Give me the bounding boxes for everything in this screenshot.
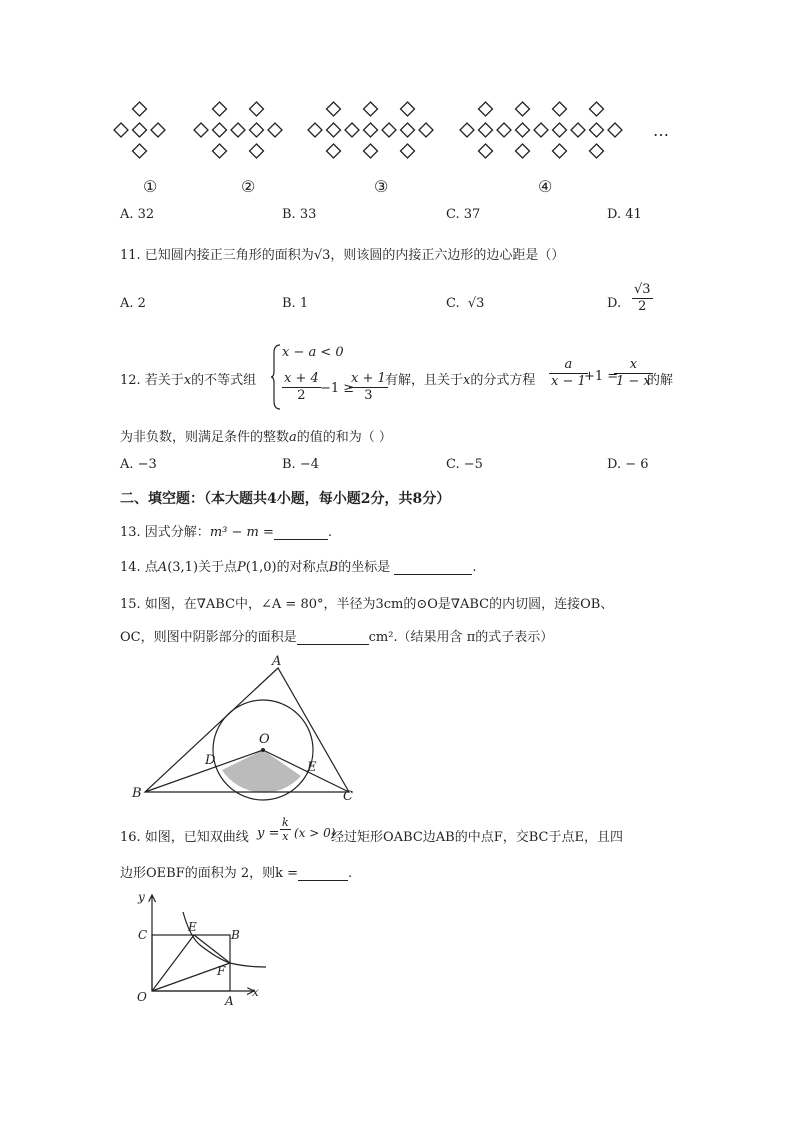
q14-point-a: A [157, 560, 168, 575]
q11-option-d-prefix: D. [607, 296, 622, 311]
q11-sqrt: √3 [313, 248, 331, 263]
pattern-1-diamond [114, 123, 128, 137]
q14-point-b: B [328, 560, 339, 575]
pattern-4-diamond [460, 123, 474, 137]
q14-point-p: P [237, 560, 246, 575]
q16-hyperbola-figure [128, 887, 278, 1012]
q12-eq-n2: x [614, 357, 653, 374]
q12-var-x: x [183, 373, 192, 388]
q12-var-a: a [289, 430, 297, 445]
label-a: A [272, 654, 282, 669]
pattern-4-diamond [479, 144, 493, 158]
pattern-4-diamond [571, 123, 585, 137]
q16-line2-a: 边形OEBF的面积为 2，则k = [120, 866, 299, 881]
label-o: O [137, 990, 147, 1004]
segment-oe [152, 935, 194, 991]
label-e: E [307, 760, 317, 775]
pattern-3-diamond [364, 102, 378, 116]
q12-eq-d2: 1 − x [616, 374, 651, 389]
pattern-1-diamond [133, 123, 147, 137]
pattern-4-diamond [479, 123, 493, 137]
q12-prefix [120, 369, 256, 388]
q16-line2 [120, 862, 352, 881]
pattern-3-diamond [327, 102, 341, 116]
q15-answer-blank[interactable] [297, 644, 369, 645]
pattern-3-diamond [401, 144, 415, 158]
shaded-sector [222, 750, 301, 793]
segment-ef [194, 935, 230, 963]
pattern-3-diamond [327, 144, 341, 158]
pattern-3-diamond [401, 102, 415, 116]
pattern-label-2: ② [241, 177, 256, 196]
q13-end: . [327, 525, 333, 540]
label-b: B [231, 928, 240, 942]
pattern-2-diamond [268, 123, 282, 137]
q16-x-den: x [282, 830, 289, 843]
q12-brace [270, 343, 282, 411]
q12-eq-n1: a [549, 357, 588, 374]
q10-option-d: D. 41 [607, 207, 642, 222]
q14-question [120, 556, 477, 575]
q14-text-c: 的对称点 [276, 560, 329, 575]
q12-line2-tail: 的值的和为（ ） [296, 430, 392, 445]
q11-option-c [446, 296, 484, 311]
pattern-label-1: ① [143, 177, 158, 196]
q13-answer-blank[interactable] [274, 539, 328, 540]
q12-option-d: D. − 6 [607, 457, 649, 472]
pattern-3-diamond [419, 123, 433, 137]
q14-coord-p: (1,0) [245, 560, 277, 575]
pattern-3-diamond [401, 123, 415, 137]
q11-option-a: A. 2 [120, 296, 146, 311]
pattern-4-diamond [497, 123, 511, 137]
q12-eq-mid: +1 = [584, 369, 619, 384]
q12-ineq2-n1: x + 4 [284, 371, 319, 386]
pattern-3-diamond [364, 123, 378, 137]
q16-y-eq: y = [257, 826, 280, 841]
q12-line2-text: 为非负数，则满足条件的整数 [120, 430, 290, 445]
pattern-4-diamond [516, 144, 530, 158]
q12-var-x-2: x [463, 373, 471, 388]
pattern-2-diamond [250, 102, 264, 116]
q14-text-d: 的坐标是 [338, 560, 391, 575]
pattern-1-diamond [151, 123, 165, 137]
pattern-1-diamond [133, 144, 147, 158]
pattern-2-diamond [194, 123, 208, 137]
q12-prefix-text: 12. 若关于 [120, 373, 184, 388]
label-x: x [252, 985, 259, 999]
pattern-4-diamond [516, 123, 530, 137]
q12-mid1: 的不等式组 [191, 373, 257, 388]
q15-line2-a: OC，则图中阴影部分的面积是 [120, 630, 297, 645]
pattern-3-diamond [382, 123, 396, 137]
q11-question [120, 244, 564, 263]
q12-mid2 [385, 369, 535, 388]
q16-line1-b: 经过矩形OABC边AB的中点F，交BC于点E，且四 [331, 830, 623, 845]
q10-option-c: C. 37 [446, 207, 481, 222]
pattern-3-diamond [327, 123, 341, 137]
q11-text-a: 11. 已知圆内接正三角形的面积为 [120, 248, 314, 263]
q11-d-den: 2 [638, 299, 647, 314]
q12-ineq2-frac1 [282, 371, 321, 404]
pattern-3-diamond [364, 144, 378, 158]
rectangle-oabc [152, 935, 230, 991]
q12-option-b: B. −4 [282, 457, 319, 472]
pattern-4-diamond [590, 144, 604, 158]
pattern-4-diamond [590, 123, 604, 137]
diamond-pattern-figure [110, 96, 690, 196]
q12-ineq2-n2: x + 1 [351, 371, 386, 386]
q12-option-a: A. −3 [120, 457, 157, 472]
q11-d-num: √3 [634, 282, 651, 297]
pattern-3-diamond [345, 123, 359, 137]
q11-option-d-fraction [632, 282, 653, 315]
pattern-label-3: ③ [374, 177, 389, 196]
q10-option-b: B. 33 [282, 207, 317, 222]
q15-line2-b: cm².（结果用含 π的式子表示） [368, 630, 554, 645]
q12-option-c: C. −5 [446, 457, 483, 472]
q11-option-b: B. 1 [282, 296, 309, 311]
label-o: O [259, 732, 270, 747]
q14-coord-a: (3,1) [167, 560, 199, 575]
q11-c-value: √3 [467, 296, 485, 311]
pattern-2-diamond [250, 144, 264, 158]
q14-text-a: 14. 点 [120, 560, 158, 575]
q16-k: k [282, 816, 289, 829]
q15-line1: 15. 如图，在∇ABC中，∠A = 80°，半径为3cm的⊙O是∇ABC的内切圆，连接OB、 [120, 597, 614, 612]
pattern-2-diamond [250, 123, 264, 137]
pattern-4-diamond [553, 102, 567, 116]
q12-eq-frac1 [549, 357, 588, 390]
label-y: y [138, 890, 145, 904]
q15-line2 [120, 626, 553, 645]
q14-end: . [472, 560, 477, 575]
pattern-label-4: ④ [538, 177, 553, 196]
pattern-4-diamond [553, 123, 567, 137]
q13-expr: m³ − m = [209, 525, 274, 540]
q11-text-b: ，则该圆的内接正六边形的边心距是（） [330, 248, 565, 263]
q10-option-a: A. 32 [120, 207, 155, 222]
pattern-4-diamond [590, 102, 604, 116]
label-b: B [132, 786, 142, 801]
q16-k-over-x [280, 816, 291, 843]
pattern-1-diamond [133, 102, 147, 116]
pattern-4-diamond [516, 102, 530, 116]
label-c: C [343, 789, 353, 804]
q16-line1-a: 16. 如图，已知双曲线 [120, 830, 249, 845]
q12-eq-d1: x − 1 [551, 374, 586, 389]
pattern-4-diamond [534, 123, 548, 137]
pattern-ellipsis: … [653, 121, 669, 140]
q12-tail: 的解 [647, 373, 674, 388]
pattern-2-diamond [231, 123, 245, 137]
q15-triangle-figure [120, 650, 370, 810]
q12-ineq2-mid: −1 ≥ [320, 381, 355, 396]
label-c: C [138, 928, 148, 942]
q12-mid3: 的分式方程 [470, 373, 536, 388]
q12-line2 [120, 426, 392, 445]
label-a: A [225, 994, 234, 1008]
pattern-4-diamond [553, 144, 567, 158]
q13-question [120, 521, 332, 540]
q12-mid2-text: 有解，且关于 [385, 373, 464, 388]
q16-answer-blank[interactable] [298, 880, 348, 881]
q14-answer-blank[interactable] [394, 574, 472, 575]
q12-ineq2-frac2 [349, 371, 388, 404]
pattern-4-diamond [608, 123, 622, 137]
q16-condition: (x > 0) [294, 826, 336, 840]
q12-ineq2-d2: 3 [364, 388, 373, 403]
label-d: D [205, 753, 216, 768]
q14-text-b: 关于点 [198, 560, 238, 575]
pattern-3-diamond [308, 123, 322, 137]
label-e: E [188, 920, 197, 934]
pattern-2-diamond [213, 144, 227, 158]
q12-inequality-1: x − a < 0 [282, 345, 344, 360]
label-f: F [217, 964, 226, 978]
pattern-2-diamond [213, 102, 227, 116]
q11-c-prefix: C. [446, 296, 460, 311]
section-heading-fill-in: 二、填空题：（本大题共4小题，每小题2分，共8分） [120, 491, 451, 507]
q13-text: 13. 因式分解： [120, 525, 210, 540]
pattern-2-diamond [213, 123, 227, 137]
q16-end: . [348, 866, 353, 881]
q12-ineq2-d1: 2 [297, 388, 306, 403]
pattern-4-diamond [479, 102, 493, 116]
